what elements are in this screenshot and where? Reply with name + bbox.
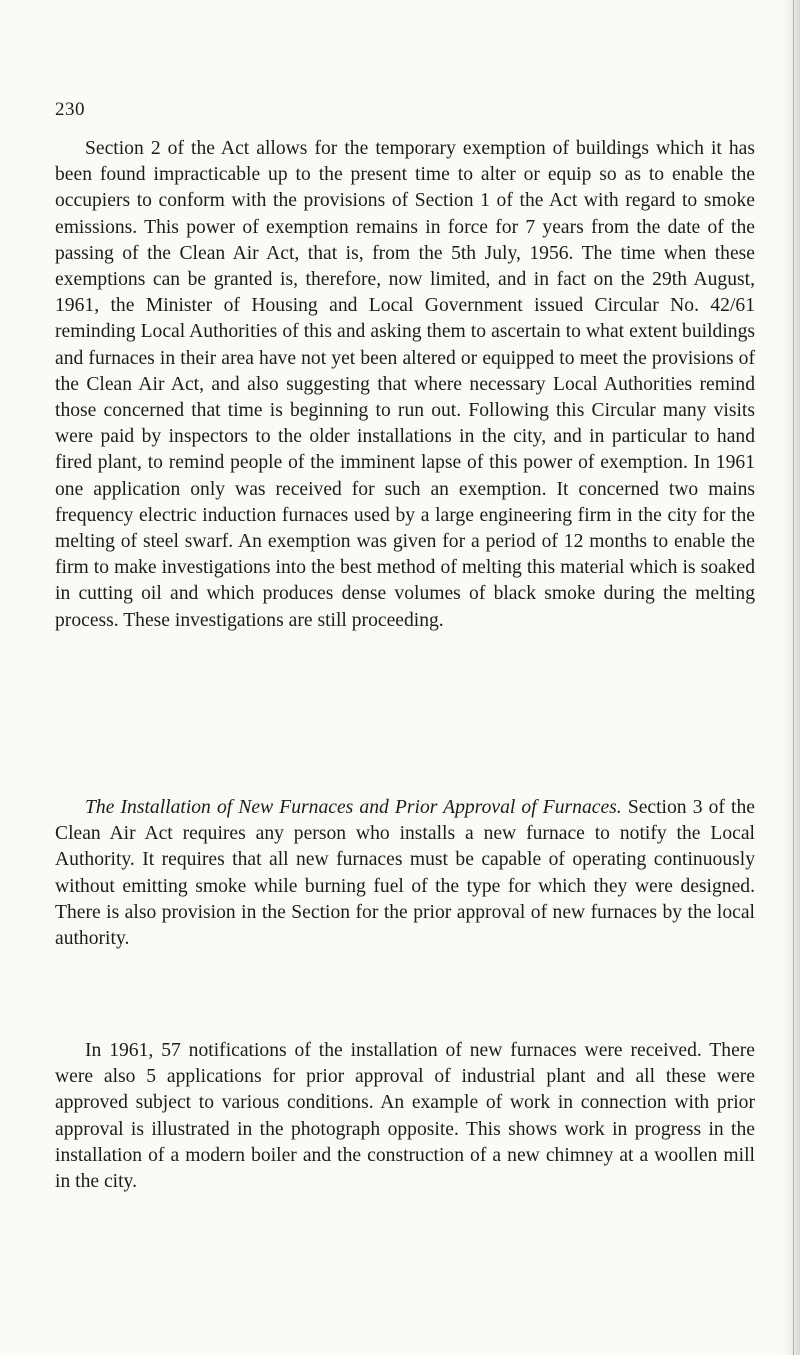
paragraph-notifications-1961 <box>55 1038 755 1195</box>
page-number: 230 <box>55 99 85 120</box>
page-edge-line <box>793 0 794 1355</box>
paragraph-section-2-exemption <box>55 136 755 634</box>
paragraph-text: Section 3 of the Clean Air Act requires any person who installs a new furnace to notify the Local Authority. It requires that all new furnaces must be capable of operating continuously without emitting smoke while burning fuel of the type for which they were designed. There is also provision in the Section for the prior approval of new furnaces by the local authority. <box>55 797 755 950</box>
paragraph-body <box>55 795 755 952</box>
paragraph-text: In 1961, 57 notifications of the installation of new furnaces were received. There were also 5 applications for prior approval of industrial plant and all these were approved subject to various conditions. An example of work in connection with prior approval is illustrated in the photograph opposite. This shows work in progress in the installation of a modern boiler and the construction of a new chimney at a woollen mill in the city. <box>55 1040 755 1193</box>
paragraph-text: Section 2 of the Act allows for the temporary exemption of buildings which it has been found impracticable up to the present time to alter or equip so as to enable the occupiers to conform with the provisions of Section 1 of the Act with regard to smoke emissions. This power of exemption remains in force for 7 years from the date of the passing of the Clean Air Act, that is, from the 5th July, 1956. The time when these exemptions can be granted is, therefore, now limited, and in fact on the 29th August, 1961, the Minister of Housing and Local Government issued Circular No. 42/61 reminding Local Authorities of this and asking them to ascertain to what extent buildings and furnaces in their area have not yet been altered or equipped to meet the provisions of the Clean Air Act, and also suggesting that where necessary Local Authorities remind those concerned that time is beginning to run out. Following this Circular many visits were paid by inspectors to the older installations in the city, and in particular to hand fired plant, to remind people of the imminent lapse of this power of exemption. In 1961 one application only was received for such an exemption. It concerned two mains frequency electric induction furnaces used by a large engineering firm in the city for the melting of steel swarf. An exemption was given for a period of 12 months to enable the firm to make investigations into the best method of melting this material which is soaked in cutting oil and which produces dense volumes of black smoke during the melting process. These investigations are still proceeding. <box>55 138 755 631</box>
paragraph-new-furnaces <box>55 795 755 952</box>
page-edge-shadow <box>782 0 800 1355</box>
section-heading: The Installation of New Furnaces and Prior Approval of Furnaces. <box>85 797 622 818</box>
